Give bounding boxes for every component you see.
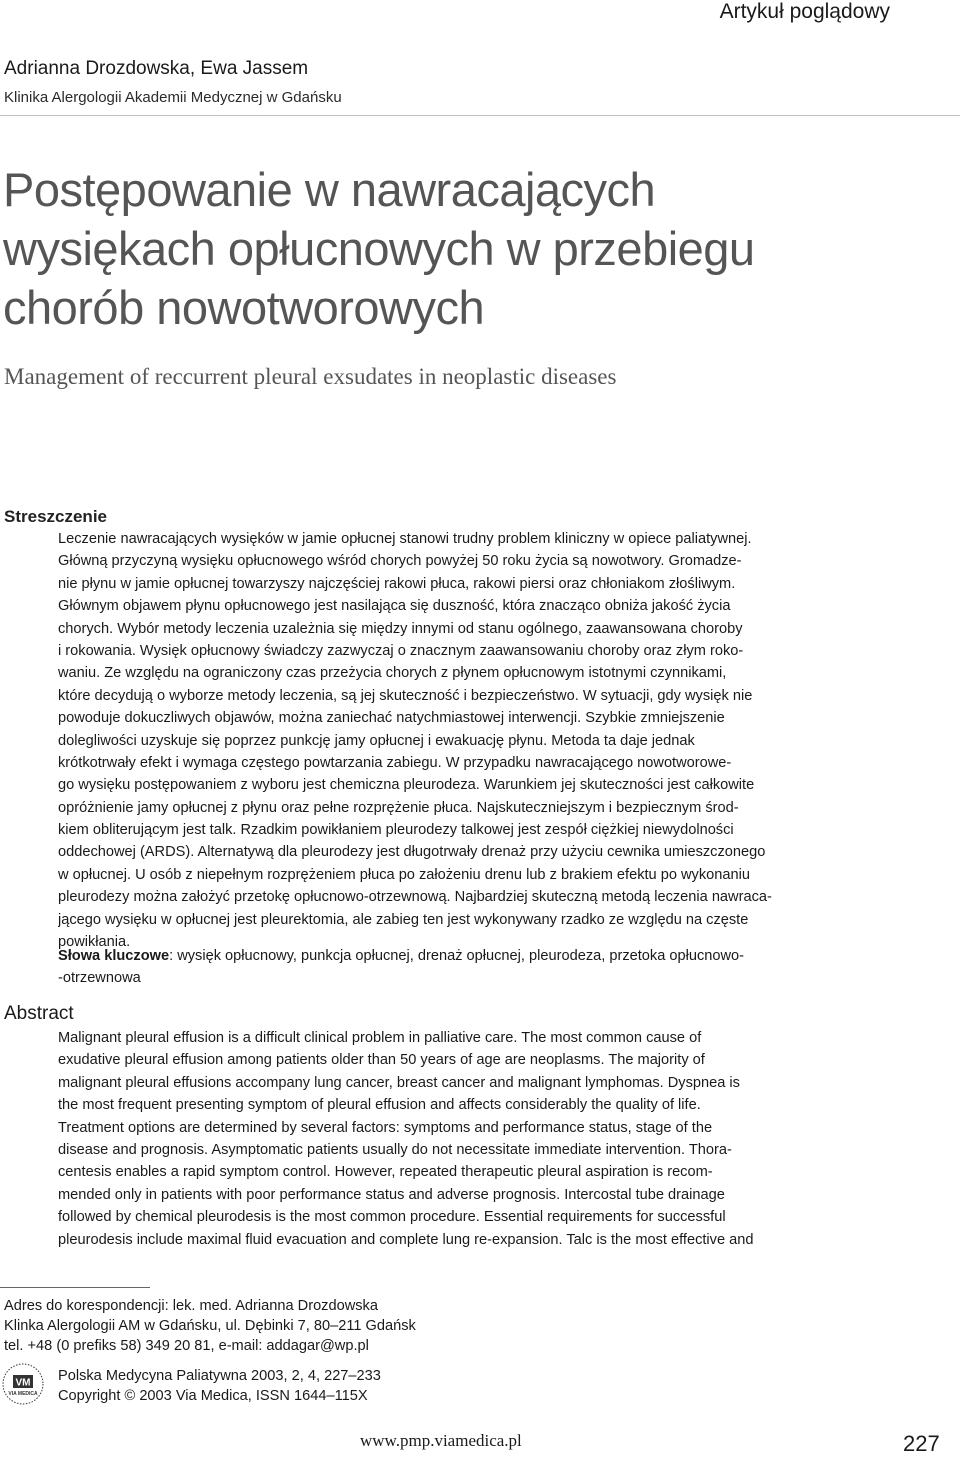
text-line: nie płynu w jamie opłucnej towarzyszy najczęściej rakowi płuca, rakowi piersi oraz chłoniakom złośliwym. bbox=[58, 575, 736, 592]
article-type: Artykuł poglądowy bbox=[719, 0, 890, 23]
logo-caption: VIA MEDICA bbox=[8, 1391, 38, 1397]
footer-divider bbox=[0, 1287, 150, 1288]
title-polish bbox=[3, 160, 943, 337]
text-line: oddechowej (ARDS). Alternatywą dla pleurodezy jest długotrwały drenaż przy użyciu cewnika umieszczonego bbox=[58, 844, 766, 861]
text-line: dolegliwości uzyskuje się poprzez punkcję jamy opłucnej i ewakuację płynu. Metoda ta daje jednak bbox=[58, 732, 695, 749]
streszczenie-body bbox=[58, 528, 839, 953]
text-line: powoduje dokuczliwych objawów, można zaniechać natychmiastowej interwencji. Szybkie zmniejszenie bbox=[58, 710, 725, 727]
page-number: 227 bbox=[903, 1431, 940, 1456]
keywords-label: Słowa kluczowe bbox=[58, 948, 170, 964]
text-line: waniu. Ze względu na ograniczony czas przeżycia chorych z płynem opłucnowym istotnymi czynnikami, bbox=[58, 665, 727, 682]
text-line: Malignant pleural effusion is a difficult clinical problem in palliative care. The most common cause of bbox=[58, 1030, 702, 1046]
via-medica-logo bbox=[1, 1362, 45, 1406]
citation-line: Polska Medycyna Paliatywna 2003, 2, 4, 227–233 bbox=[58, 1368, 381, 1384]
text-line: Główną przyczyną wysięku opłucnowego wśród chorych powyżej 50 roku życia są nowotwory. Gromadze- bbox=[58, 553, 742, 570]
citation bbox=[58, 1366, 658, 1406]
text-line: pleurodezy można założyć przetokę opłucnowo-otrzewnową. Najbardziej skuteczną metodą leczenia nawraca- bbox=[58, 889, 772, 906]
text-line: jącego wysięku w opłucnej jest pleurektomia, ale zabieg ten jest wykonywany rzadko ze względu na częste bbox=[58, 911, 749, 928]
title-english: Management of reccurrent pleural exsudates in neoplastic diseases bbox=[4, 364, 617, 389]
keywords-line bbox=[58, 945, 839, 967]
text-line: powikłania. bbox=[58, 934, 131, 951]
header-divider bbox=[0, 115, 960, 116]
keywords-continuation: -otrzewnowa bbox=[58, 970, 141, 987]
title-line: wysiękach opłucnowych w przebiegu bbox=[3, 222, 755, 275]
logo-mark: VM bbox=[15, 1377, 31, 1389]
website-link[interactable]: www.pmp.viamedica.pl bbox=[360, 1431, 522, 1450]
text-line: centesis enables a rapid symptom control. However, repeated therapeutic pleural aspiration is recom- bbox=[58, 1164, 713, 1181]
authors: Adrianna Drozdowska, Ewa Jassem bbox=[4, 58, 309, 79]
keywords-text: : wysięk opłucnowy, punkcja opłucnej, drenaż opłucnej, pleurodeza, przetoka opłucnowo- bbox=[169, 948, 745, 964]
text-line: exudative pleural effusion among patients older than 50 years of age are neoplasms. The majority of bbox=[58, 1052, 705, 1069]
text-line: followed by chemical pleurodesis is the most common procedure. Essential requirements for successful bbox=[58, 1209, 726, 1226]
correspondence-line: Adres do korespondencji: lek. med. Adrianna Drozdowska bbox=[4, 1298, 378, 1314]
correspondence-address bbox=[4, 1296, 604, 1356]
abstract-body bbox=[58, 1027, 839, 1251]
text-line: Treatment options are determined by several factors: symptoms and performance status, stage of the bbox=[58, 1119, 713, 1136]
text-line: które decydują o wyborze metody leczenia, są jej skuteczność i bezpieczeństwo. W sytuacji, gdy wysięk nie bbox=[58, 687, 753, 704]
text-line: krótkotrwały efekt i wymaga częstego powtarzania zabiegu. W przypadku nawracającego nowotworowe- bbox=[58, 754, 732, 771]
text-line: mended only in patients with poor performance status and adverse prognosis. Intercostal tube drainage bbox=[58, 1186, 725, 1203]
text-line: pleurodesis include maximal fluid evacuation and complete lung re-expansion. Talc is the most effective and bbox=[58, 1231, 754, 1248]
text-line: i rokowania. Wysięk opłucnowy świadczy zazwyczaj o znacznym zaawansowaniu choroby oraz złym roko- bbox=[58, 642, 744, 659]
text-line: the most frequent presenting symptom of pleural effusion and affects considerably the quality of life. bbox=[58, 1097, 701, 1114]
correspondence-line: Klinka Alergologii AM w Gdańsku, ul. Dębinki 7, 80–211 Gdańsk bbox=[4, 1318, 416, 1334]
keywords bbox=[58, 945, 839, 990]
citation-line: Copyright © 2003 Via Medica, ISSN 1644–115X bbox=[58, 1388, 368, 1404]
text-line: opróżnienie jamy opłucnej z płynu oraz pełne rozprężenie płuca. Najskuteczniejszym i bezpiecznym środ- bbox=[58, 799, 739, 816]
streszczenie-heading: Streszczenie bbox=[4, 507, 107, 526]
affiliation: Klinika Alergologii Akademii Medycznej w Gdańsku bbox=[4, 89, 342, 106]
text-line: disease and prognosis. Asymptomatic patients usually do not necessitate immediate intervention. Thora- bbox=[58, 1141, 732, 1158]
text-line: kiem obliterującym jest talk. Rzadkim powikłaniem pleurodezy talkowej jest zespół ciężkiej niewydolności bbox=[58, 822, 734, 839]
title-line: Postępowanie w nawracających bbox=[3, 163, 656, 216]
text-line: Leczenie nawracających wysięków w jamie opłucnej stanowi trudny problem kliniczny w opiece paliatywnej. bbox=[58, 531, 752, 547]
correspondence-line: tel. +48 (0 prefiks 58) 349 20 81, e-mail: addagar@wp.pl bbox=[4, 1338, 369, 1354]
text-line: malignant pleural effusions accompany lung cancer, breast cancer and malignant lymphomas. Dyspnea is bbox=[58, 1074, 740, 1091]
text-line: w opłucnej. U osób z niepełnym rozprężeniem płuca po założeniu drenu lub z brakiem efektu po wykonaniu bbox=[58, 866, 750, 883]
title-line: chorób nowotworowych bbox=[3, 281, 485, 334]
text-line: Głównym objawem płynu opłucnowego jest nasilająca się duszność, która znacząco obniża jakość życia bbox=[58, 598, 731, 615]
text-line: go wysięku postępowaniem z wyboru jest chemiczna pleurodeza. Warunkiem jej skuteczności jest całkowite bbox=[58, 777, 755, 794]
abstract-heading: Abstract bbox=[4, 1003, 74, 1024]
text-line: chorych. Wybór metody leczenia uzależnia się między innymi od stanu ogólnego, zaawansowana choroby bbox=[58, 620, 743, 637]
